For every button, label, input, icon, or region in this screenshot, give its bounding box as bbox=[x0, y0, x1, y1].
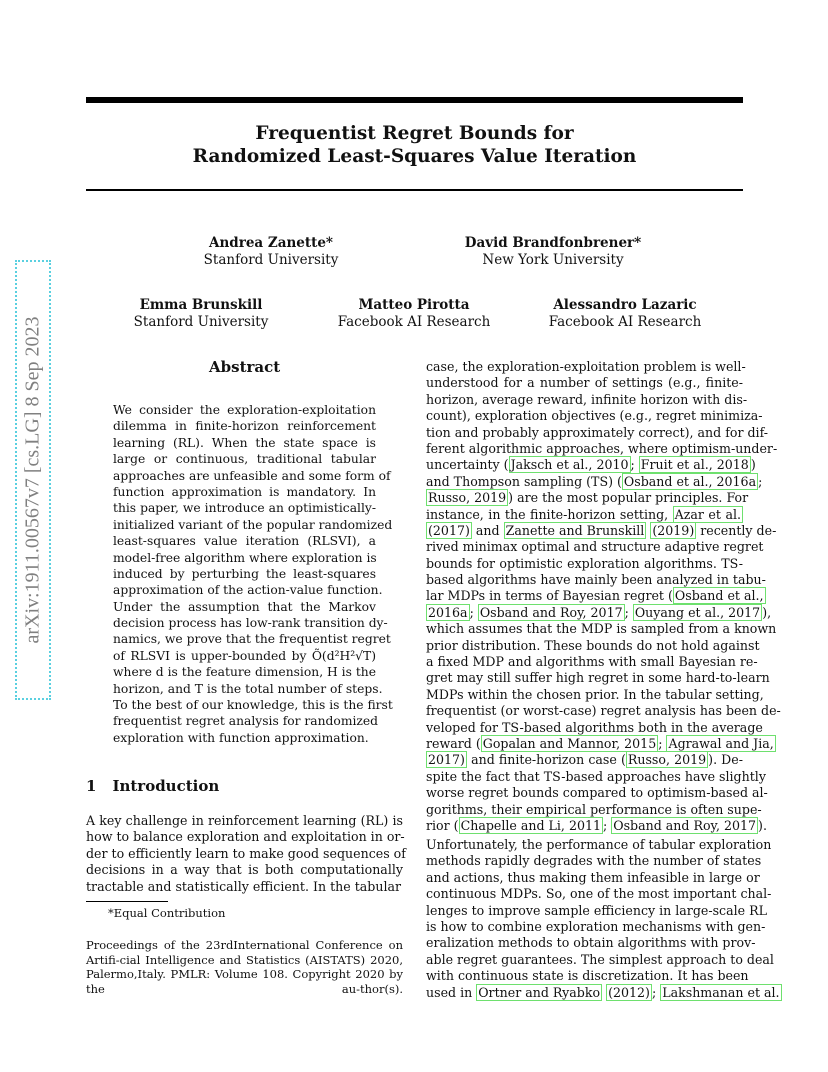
author-name: Matteo Pirotta bbox=[358, 297, 470, 313]
text-line: methods rapidly degrades with the number of states bbox=[426, 853, 762, 869]
section-heading bbox=[86, 777, 219, 795]
text-line: 2016a ; Osband and Roy, 2017 ; Ouyang et al., 2017 ), bbox=[428, 604, 772, 620]
text-line: namics, we prove that the frequentist regret bbox=[113, 632, 391, 647]
text-line: frequentist regret analysis for randomized bbox=[113, 714, 379, 729]
text-line: is how to combine exploration mechanisms with gen- bbox=[426, 918, 766, 934]
text-line: approaches are unfeasible and some form of bbox=[113, 468, 391, 483]
text-line: a fixed MDP and algorithms with small Bayesian re- bbox=[426, 654, 758, 670]
text-line: understood for a number of settings (e.g., finite- bbox=[426, 375, 743, 391]
citation-link[interactable]: Azar et al. bbox=[674, 506, 741, 522]
text-line: rior ( Chapelle and Li, 2011 ; Osband and Roy, 2017 ). bbox=[426, 817, 767, 833]
text-line: induced by perturbing the least-squares bbox=[113, 566, 376, 581]
text-line: thor(s). bbox=[360, 981, 403, 996]
text-line: and actions, thus making them infeasible in large or bbox=[426, 869, 760, 885]
author-affiliation: New York University bbox=[482, 252, 624, 268]
author-affiliation: Facebook AI Research bbox=[548, 314, 702, 330]
text-line: Russo, 2019 ) are the most popular principles. For bbox=[428, 490, 749, 506]
text-line: worse regret bounds compared to optimism-based al- bbox=[426, 785, 768, 801]
text-line: which assumes that the MDP is sampled from a known bbox=[426, 621, 777, 637]
text-line: To the best of our knowledge, this is the first bbox=[113, 698, 393, 713]
text-line: Unfortunately, the performance of tabular exploration bbox=[426, 837, 772, 852]
citation-link[interactable]: (2012) bbox=[608, 984, 650, 1000]
text-line: (2017) and Zanette and Brunskill (2019) recently de- bbox=[428, 522, 777, 538]
text-line: how to balance exploration and exploitation in or- bbox=[86, 829, 405, 845]
text-line: gorithms, their empirical performance is often supe- bbox=[426, 801, 762, 817]
citation-link[interactable]: Ouyang et al., 2017 bbox=[634, 604, 761, 620]
text-line: lar MDPs in terms of Bayesian regret ( Osband et al., bbox=[426, 588, 764, 604]
citation-link[interactable]: (2019) bbox=[652, 522, 695, 538]
text-line: based algorithms have mainly been analyzed in tabu- bbox=[426, 572, 766, 588]
text-line: tion and probably approximately correct), and for dif- bbox=[426, 424, 769, 440]
citation-link[interactable]: Russo, 2019 bbox=[627, 752, 707, 768]
citation-link[interactable]: 2016a bbox=[428, 604, 468, 620]
citation-link[interactable]: Zanette and Brunskill bbox=[505, 522, 645, 538]
author-affiliation: Stanford University bbox=[133, 314, 269, 330]
text-line: ferent algorithmic approaches, where optimism-under- bbox=[426, 440, 778, 456]
text-line: least-squares value iteration (RLSVI), a bbox=[113, 534, 376, 549]
text-line: horizon, average reward, infinite horizon with dis- bbox=[426, 391, 748, 407]
text-line: frequentist (or worst-case) regret analysis has been de- bbox=[426, 703, 781, 719]
citation-link[interactable]: 2017) bbox=[428, 752, 465, 768]
text-line: exploration with function approximation. bbox=[113, 730, 369, 745]
text-line: of RLSVI is upper-bounded by Õ(d²H²√T) bbox=[113, 648, 376, 663]
author-affiliation: Facebook AI Research bbox=[337, 314, 491, 330]
text-line: initialized variant of the popular randomized bbox=[113, 517, 393, 532]
proceedings-note bbox=[86, 938, 403, 996]
intro-paragraph-2 bbox=[426, 837, 780, 1001]
citation-link[interactable]: Osband and Roy, 2017 bbox=[613, 817, 757, 833]
abstract-body bbox=[113, 402, 393, 746]
text-line: eralization methods to obtain algorithms with prov- bbox=[426, 935, 756, 951]
text-line: Proceedings of the 23rdInternational Conference on Artifi- bbox=[86, 938, 403, 967]
paper-title-line-1: Frequentist Regret Bounds for bbox=[255, 123, 574, 144]
citation-link[interactable]: Gopalan and Mannor, 2015 bbox=[482, 735, 657, 751]
intro-paragraph bbox=[86, 813, 406, 895]
text-line: continuous MDPs. So, one of the most important chal- bbox=[426, 886, 772, 902]
text-line: case, the exploration-exploitation problem is well- bbox=[426, 359, 746, 374]
text-line: Italy. PMLR: Volume 108. Copyright 2020 by the au- bbox=[86, 967, 403, 996]
intro-paragraph-continued bbox=[426, 359, 781, 834]
author-name: Alessandro Lazaric bbox=[553, 297, 697, 313]
text-line: approximation of the action-value function. bbox=[113, 583, 383, 598]
text-line: spite the fact that TS-based approaches have slightly bbox=[426, 768, 766, 784]
text-line: and Thompson sampling (TS) ( Osband et al., 2016a ; bbox=[426, 473, 763, 489]
author-name: Emma Brunskill bbox=[139, 297, 263, 313]
text-line: Under the assumption that the Markov bbox=[113, 599, 376, 614]
text-line: We consider the exploration-exploitation bbox=[113, 403, 376, 417]
author-name: Andrea Zanette* bbox=[208, 235, 333, 251]
author-block bbox=[204, 235, 339, 269]
citation-link[interactable]: Agrawal and Jia, bbox=[668, 735, 774, 751]
section-number: 1 bbox=[86, 777, 97, 795]
section-title: Introduction bbox=[112, 777, 220, 795]
citation-link[interactable]: Ortner and Ryabko bbox=[478, 984, 601, 1000]
text-line: horizon, and T is the total number of steps. bbox=[113, 681, 383, 696]
text-line: able regret guarantees. The simplest approach to deal bbox=[426, 951, 774, 967]
text-line: dilemma in finite-horizon reinforcement bbox=[113, 419, 376, 434]
text-line: lenges to improve sample efficiency in large-scale RL bbox=[426, 902, 767, 918]
paper-title-line-2: Randomized Least-Squares Value Iteration bbox=[192, 146, 637, 167]
text-line: A key challenge in reinforcement learning (RL) is bbox=[86, 813, 403, 828]
author-block bbox=[338, 297, 491, 331]
text-line: reward ( Gopalan and Mannor, 2015 ; Agrawal and Jia, bbox=[426, 735, 774, 751]
text-line: used in Ortner and Ryabko (2012) ; Lakshmanan et al. bbox=[426, 984, 780, 1000]
text-line: learning (RL). When the state space is bbox=[113, 435, 376, 450]
text-line: prior distribution. These bounds do not hold against bbox=[426, 637, 760, 653]
citation-link[interactable]: Russo, 2019 bbox=[428, 490, 507, 506]
text-line: decisions in a way that is both computationally bbox=[86, 862, 403, 878]
text-line: uncertainty ( Jaksch et al., 2010 ; Fruit et al., 2018 ) bbox=[426, 457, 756, 473]
text-line: model-free algorithm where exploration is bbox=[113, 550, 377, 565]
equal-contribution-footnote: *Equal Contribution bbox=[108, 906, 226, 920]
citation-link[interactable]: Jaksch et al., 2010 bbox=[510, 457, 629, 473]
text-line: decision process has low-rank transition dy- bbox=[113, 616, 388, 631]
text-line: gret may still suffer high regret in some hard-to-learn bbox=[426, 670, 770, 686]
text-line: bounds for optimistic exploration algorithms. TS- bbox=[426, 555, 743, 571]
citation-link[interactable]: Fruit et al., 2018 bbox=[640, 457, 749, 473]
text-line: tractable and statistically efficient. In the tabular bbox=[86, 878, 402, 894]
author-name: David Brandfonbrener* bbox=[464, 235, 642, 251]
author-block bbox=[549, 297, 702, 331]
text-line: der to efficiently learn to make good sequences of bbox=[86, 845, 406, 861]
top-rule bbox=[86, 97, 743, 103]
citation-link[interactable]: Lakshmanan et al. bbox=[662, 984, 780, 1000]
text-line: cial Intelligence and Statistics (AISTATS) 2020, Palermo, bbox=[86, 952, 403, 981]
text-line: rived minimax optimal and structure adaptive regret bbox=[426, 539, 764, 555]
text-line: where d is the feature dimension, H is the bbox=[113, 665, 376, 680]
author-block bbox=[465, 235, 641, 269]
citation-link[interactable]: Chapelle and Li, 2011 bbox=[460, 817, 601, 833]
text-line: 2017) and finite-horizon case ( Russo, 2019 ). De- bbox=[428, 752, 743, 768]
citation-link[interactable]: (2017) bbox=[428, 522, 470, 538]
citation-link[interactable]: Osband et al., 2016a bbox=[623, 473, 757, 489]
author-affiliation: Stanford University bbox=[203, 252, 339, 268]
citation-link[interactable]: Osband and Roy, 2017 bbox=[479, 604, 623, 620]
title-rule bbox=[86, 189, 743, 191]
abstract-heading: Abstract bbox=[209, 358, 281, 376]
text-line: instance, in the finite-horizon setting, Azar et al. bbox=[426, 506, 741, 522]
text-line: this paper, we introduce an optimistically- bbox=[113, 501, 376, 516]
text-line: function approximation is mandatory. In bbox=[113, 484, 376, 499]
citation-link[interactable]: Osband et al., bbox=[674, 588, 764, 604]
text-line: with continuous state is discretization. It has been bbox=[426, 968, 749, 984]
text-line: veloped for TS-based algorithms both in the average bbox=[426, 719, 763, 735]
arxiv-identifier: arXiv:1911.00567v7 [cs.LG] 8 Sep 2023 bbox=[21, 316, 44, 644]
text-line: count), exploration objectives (e.g., regret minimiza- bbox=[426, 408, 763, 424]
author-block bbox=[134, 297, 269, 331]
footnote-rule bbox=[86, 901, 168, 902]
text-line: large or continuous, traditional tabular bbox=[113, 452, 376, 467]
text-line: MDPs within the chosen prior. In the tabular setting, bbox=[426, 686, 764, 702]
